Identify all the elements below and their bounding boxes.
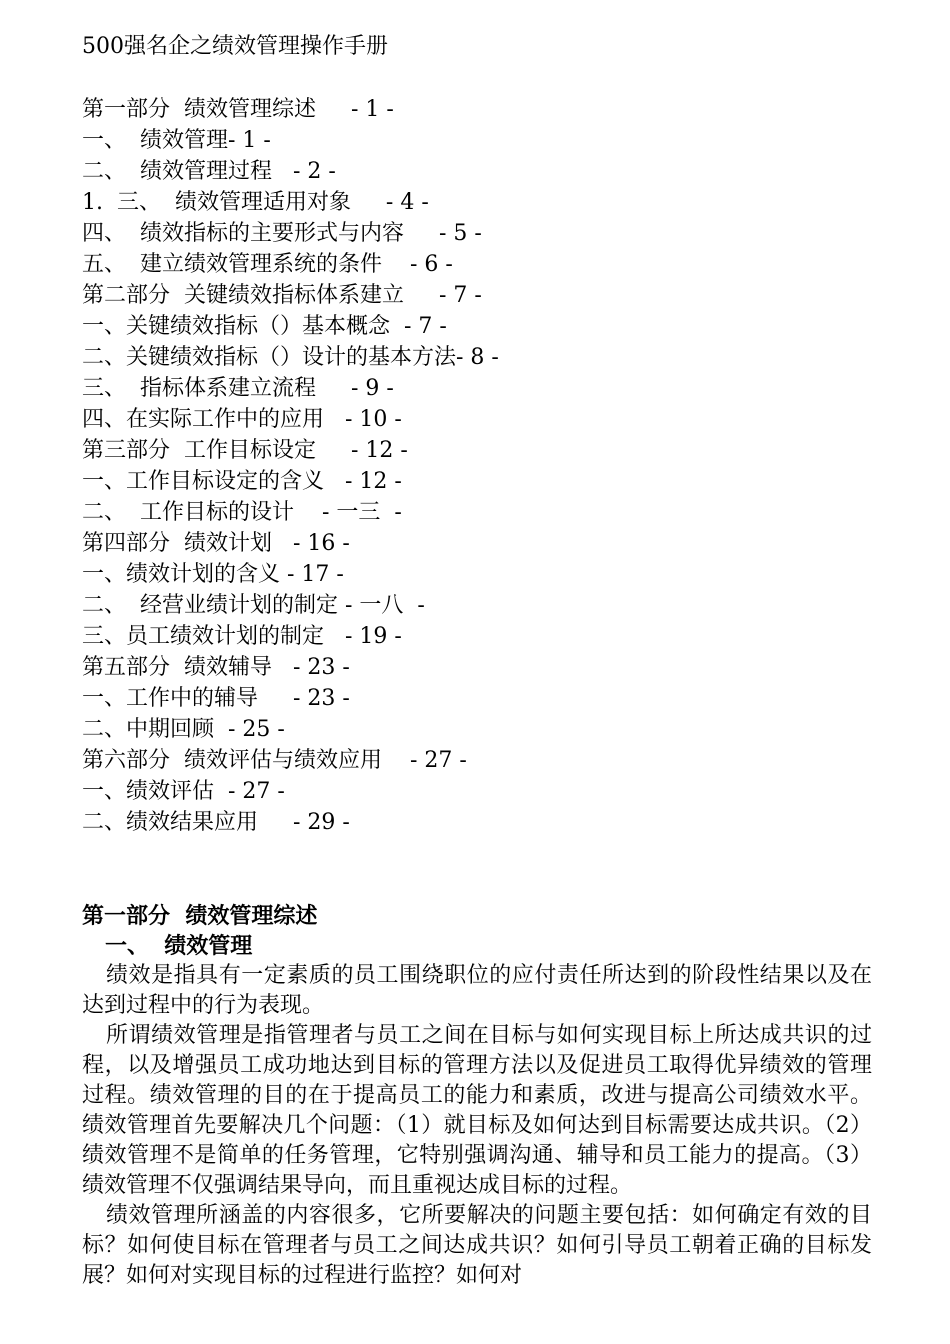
toc-entry: 一、绩效评估 - 27 - <box>82 779 285 804</box>
toc-entry: 第四部分 绩效计划 - 16 - <box>82 531 350 556</box>
toc-entry: 一、工作中的辅导 - 23 - <box>82 686 350 711</box>
toc-entry: 一、关键绩效指标（）基本概念 - 7 - <box>82 314 447 339</box>
body-paragraph: 绩效是指具有一定素质的员工围绕职位的应付责任所达到的阶段性结果以及在达到过程中的行为表现。 <box>82 963 872 1018</box>
sub-heading: 一、 绩效管理 <box>82 933 253 959</box>
document-page <box>82 32 872 1291</box>
toc-entry: 第三部分 工作目标设定 - 12 - <box>82 438 408 463</box>
table-of-contents <box>82 94 872 838</box>
toc-entry: 二、关键绩效指标（）设计的基本方法- 8 - <box>82 345 499 370</box>
toc-entry: 二、 绩效管理过程 - 2 - <box>82 159 336 184</box>
toc-entry: 二、绩效结果应用 - 29 - <box>82 810 350 835</box>
toc-entry: 二、中期回顾 - 25 - <box>82 717 285 742</box>
toc-entry: 第一部分 绩效管理综述 - 1 - <box>82 97 394 122</box>
toc-entry: 二、 经营业绩计划的制定 - 一八 - <box>82 593 425 618</box>
toc-entry: 第五部分 绩效辅导 - 23 - <box>82 655 350 680</box>
toc-entry: 五、 建立绩效管理系统的条件 - 6 - <box>82 252 453 277</box>
toc-entry: 一、工作目标设定的含义 - 12 - <box>82 469 402 494</box>
spacer <box>82 838 872 901</box>
toc-entry: 一、 绩效管理- 1 - <box>82 128 271 153</box>
body-paragraph: 所谓绩效管理是指管理者与员工之间在目标与如何实现目标上所达成共识的过程，以及增强员工成功地达到目标的管理方法以及促进员工取得优异绩效的管理过程。绩效管理的目的在于提高员工的能力和素质，改进与提高公司绩效水平。绩效管理首先要解决几个问题：（1）就目标及如何达到目标需要达成共识。（2）绩效管理不是简单的任务管理，它特别强调沟通、辅导和员工能力的提高。（3）绩效管理不仅强调结果导向，而且重视达成目标的过程。 <box>82 1023 872 1198</box>
document-title: 500强名企之绩效管理操作手册 <box>82 34 388 59</box>
toc-entry: 一、绩效计划的含义 - 17 - <box>82 562 344 587</box>
toc-entry: 三、 指标体系建立流程 - 9 - <box>82 376 394 401</box>
body-paragraph: 绩效管理所涵盖的内容很多，它所要解决的问题主要包括：如何确定有效的目标？如何使目标在管理者与员工之间达成共识？如何引导员工朝着正确的目标发展？如何对实现目标的过程进行监控？如何对 <box>82 1203 872 1288</box>
toc-entry: 四、 绩效指标的主要形式与内容 - 5 - <box>82 221 482 246</box>
toc-entry: 第六部分 绩效评估与绩效应用 - 27 - <box>82 748 467 773</box>
toc-entry: 第二部分 关键绩效指标体系建立 - 7 - <box>82 283 482 308</box>
toc-entry: 三、员工绩效计划的制定 - 19 - <box>82 624 402 649</box>
toc-entry: 四、在实际工作中的应用 - 10 - <box>82 407 402 432</box>
toc-entry: 二、 工作目标的设计 - 一三 - <box>82 500 402 525</box>
toc-entry: 1. 三、 绩效管理适用对象 - 4 - <box>82 190 429 215</box>
section-heading: 第一部分 绩效管理综述 <box>82 903 318 929</box>
